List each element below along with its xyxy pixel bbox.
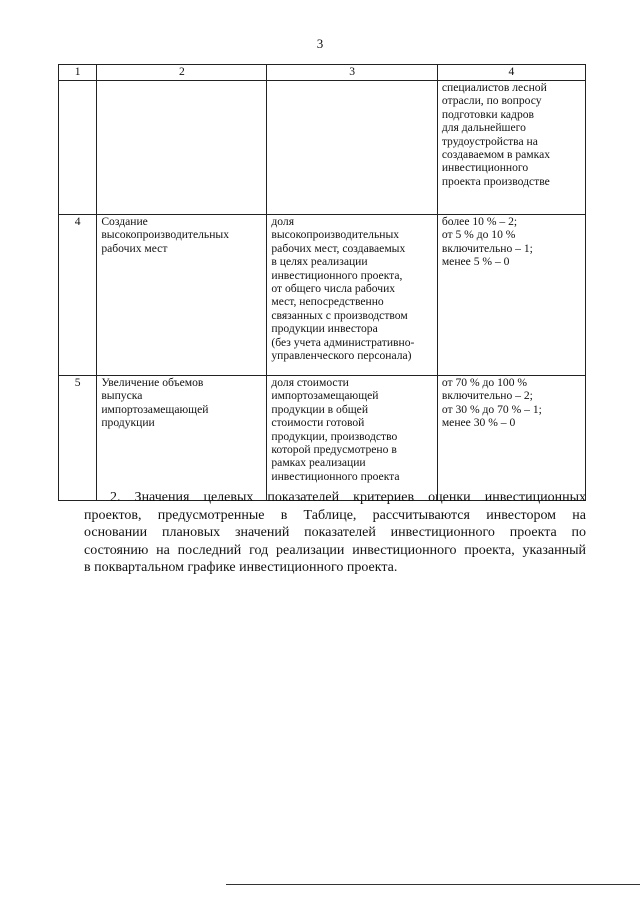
paragraph-line: 2. Значения целевых показателей критериев оценки инвестиционных — [110, 490, 586, 505]
page-number: 3 — [316, 36, 324, 51]
cell-text-line: мест, непосредственно — [271, 295, 384, 309]
cell-text-line: связанных с производством — [271, 308, 408, 322]
cell-text-line: высокопроизводительных — [101, 228, 229, 242]
cell-text-line: отрасли, по вопросу — [441, 94, 542, 108]
cell-text-line: управленческого персонала) — [271, 349, 412, 363]
header-cell-4: 4 — [437, 65, 585, 81]
indicator-cell — [267, 376, 437, 501]
paragraph-line: основании плановых значений показателей инвестиционного проекта по — [84, 525, 586, 541]
paragraph-line: в поквартальном графике инвестиционного проекта. — [84, 560, 398, 576]
indicator-cell — [267, 81, 437, 215]
cell-text-line: от общего числа рабочих — [271, 282, 396, 296]
cell-text-line: рабочих мест — [101, 241, 168, 255]
table-row — [59, 215, 586, 376]
cell-text-line: менее 5 % – 0 — [441, 255, 510, 269]
cell-text-line: Создание — [101, 215, 148, 228]
score-cell — [437, 376, 585, 501]
header-cell-1: 1 — [59, 65, 97, 81]
header-cell-2: 2 — [97, 65, 267, 81]
row-number-cell: 4 — [59, 215, 97, 376]
cell-text-line: доля стоимости — [271, 376, 349, 389]
table-row — [59, 81, 586, 215]
criteria-table — [58, 64, 586, 501]
cell-text-line: (без учета административно- — [271, 335, 415, 349]
paragraph-line: проектов, предусмотренные в Таблице, рассчитываются инвестором на — [84, 507, 586, 523]
cell-text-line: продукции инвестора — [271, 322, 378, 336]
criterion-cell — [97, 376, 267, 501]
cell-text-line: рабочих мест, создаваемых — [271, 241, 406, 255]
score-cell — [437, 215, 585, 376]
cell-text-line: инвестиционного проекта, — [271, 268, 403, 282]
cell-text-line: менее 30 % – 0 — [441, 416, 516, 430]
cell-text-line: от 30 % до 70 % – 1; — [441, 402, 542, 416]
cell-text-line: импортозамещающей — [271, 389, 379, 403]
cell-text-line: проекта производстве — [441, 174, 550, 188]
cell-text-line: стоимости готовой — [271, 416, 365, 430]
indicator-cell — [267, 215, 437, 376]
cell-text-line: создаваемом в рамках — [441, 148, 551, 162]
cell-text-line: высокопроизводительных — [271, 228, 400, 242]
cell-text-line: выпуска — [101, 389, 143, 403]
cell-text-line: инвестиционного — [441, 161, 529, 175]
row-number-cell: 5 — [59, 376, 97, 501]
cell-text-line: доля — [271, 215, 295, 228]
cell-text-line: продукции — [101, 416, 155, 430]
cell-text-line: импортозамещающей — [101, 402, 209, 416]
cell-text-line: от 70 % до 100 % — [441, 376, 528, 389]
cell-text-line: специалистов лесной — [441, 81, 547, 94]
cell-text-line: для дальнейшего — [441, 121, 526, 135]
criterion-cell — [97, 215, 267, 376]
cell-text-line: инвестиционного проекта — [271, 469, 400, 483]
cell-text-line: продукции в общей — [271, 402, 369, 416]
header-cell-3: 3 — [267, 65, 437, 81]
cell-text-line: трудоустройства на — [441, 134, 538, 148]
cell-text-line: подготовки кадров — [441, 107, 535, 121]
cell-text-line: более 10 % – 2; — [441, 215, 518, 228]
paragraph-item-2 — [84, 489, 586, 577]
criterion-cell — [97, 81, 267, 215]
table-row — [59, 376, 586, 501]
footer-rule — [226, 884, 640, 885]
score-cell — [437, 81, 585, 215]
paragraph-line: состоянию на последний год реализации инвестиционного проекта, указанный — [84, 542, 586, 558]
cell-text-line: которой предусмотрено в — [271, 443, 397, 457]
cell-text-line: в целях реализации — [271, 255, 368, 269]
row-number-cell — [59, 81, 97, 215]
cell-text-line: Увеличение объемов — [101, 376, 204, 389]
cell-text-line: продукции, производство — [271, 429, 398, 443]
cell-text-line: от 5 % до 10 % — [441, 228, 516, 242]
table-header-row — [59, 65, 586, 81]
cell-text-line: включительно – 2; — [441, 389, 533, 403]
cell-text-line: рамках реализации — [271, 456, 366, 470]
cell-text-line: включительно – 1; — [441, 241, 533, 255]
